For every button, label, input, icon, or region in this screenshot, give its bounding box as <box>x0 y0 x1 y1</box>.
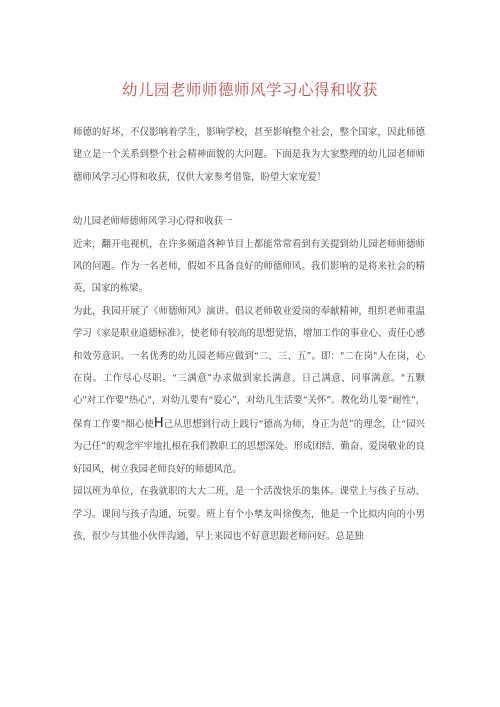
body-paragraph-2 <box>73 301 425 481</box>
section-heading: 幼儿园老师师德师风学习心得和收获一 <box>73 216 233 228</box>
intro-paragraph: 师德的好坏，不仅影响着学生，影响学校，甚至影响整个社会，整个国家，因此师德建立是一个关系到整个社会精神面貌的大问题。下面是我为大家整理的幼儿园老师师德师风学习心得和收获，仅供大家参考借鉴，盼望大家宠爱！ <box>73 127 425 183</box>
document-body <box>73 122 425 548</box>
body-paragraph-1: 近来，翻开电视机，在许多频道各种节目上都能常常看到有关提到幼儿园老师师德师风的问题。作为一名老师，假如不具备良好的师德师风。我们影响的是将来社会的精英，国家的栋梁。 <box>73 238 425 295</box>
body-paragraph-2-tail: 己从思想到行动上践行“德高为师，身正为范”的理念，让“园兴为己任”的观念牢牢地扎根在我们教职工的思想深处。形成团结、勤奋、爱岗敬业的良好园风，树立我园老师良好的师德风范。 <box>73 418 425 475</box>
inline-letter: H <box>153 415 164 431</box>
document-title: 幼儿园老师师德师风学习心得和收获 <box>121 81 378 99</box>
body-paragraph-3: 园以班为单位，在我就职的大大二班，是一个活泼快乐的集体。课堂上与孩子互动、学习。课间与孩子沟通，玩耍。班上有个小孳友叫徐俊杰，他是一个比拟内向的小男孩，很少与其他小伙伴沟通，早上来园也不好意思跟老师问好。总是独 <box>73 486 425 542</box>
body-paragraph-2-text: 为此，我园开展了《师德师风》演讲。倡议老师敬业爱岗的奉献精神，组织老师重温学习《家是职业道德标准》，使老师有较高的思想觉悟，增加工作的事业心、责任心感和效劳意识。一名优秀的幼儿园老师应做到“二、三、五”。即："二在岗"人在岗，心在岗。工作尽心尽职。“三满意”办求做到家长满意、日己满意、同事满意。"五颗心"对工作要"热心"，对幼儿要有“爱心”，对幼儿生活要“关怀”。教化幼儿要“耐性"，保育工作要“细心使 <box>73 305 425 430</box>
